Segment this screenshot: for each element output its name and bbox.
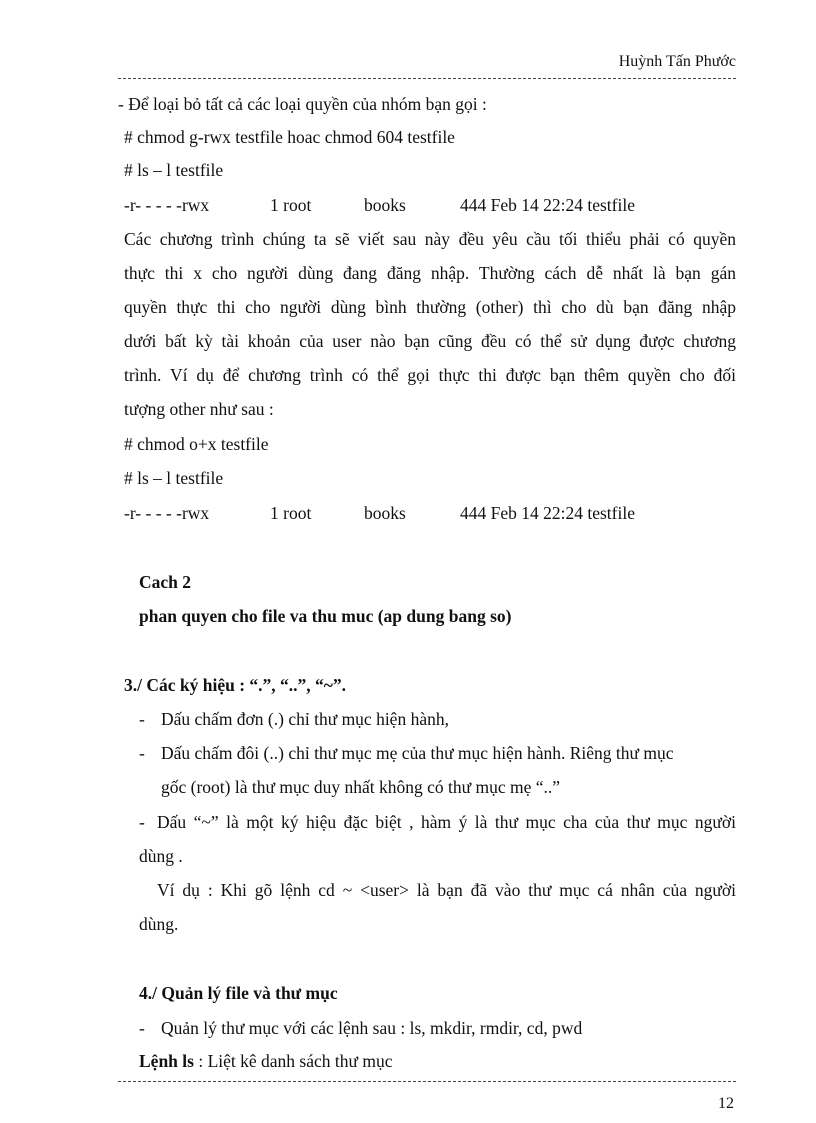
- command-chmod-o: # chmod o+x testfile: [124, 434, 269, 454]
- list-item-continuation: gốc (root) là thư mục duy nhất không có thư mục mẹ “..”: [161, 777, 561, 797]
- footer-divider: [118, 1081, 736, 1082]
- owner: 1 root: [270, 503, 312, 523]
- owner: 1 root: [270, 195, 312, 215]
- cach2-subtitle: phan quyen cho file va thu muc (ap dung bang so): [139, 606, 512, 626]
- example-line: Ví dụ : Khi gõ lệnh cd ~ <user> là bạn đã vào thư mục cá nhân của người: [157, 880, 736, 900]
- group: books: [364, 503, 406, 523]
- bullet-dash: -: [139, 743, 145, 763]
- paragraph-line: tượng other như sau :: [124, 399, 274, 419]
- page-number: 12: [718, 1095, 734, 1112]
- command-ls-1: # ls – l testfile: [124, 160, 224, 180]
- paragraph-line: trình. Ví dụ để chương trình có thể gọi thực thi được bạn thêm quyền cho đối: [124, 365, 736, 385]
- command-chmod-g: # chmod g-rwx testfile hoac chmod 604 testfile: [124, 127, 455, 147]
- command-ls-2: # ls – l testfile: [124, 468, 224, 488]
- list-item: Dấu “~” là một ký hiệu đặc biệt , hàm ý là thư mục cha của thư mục người: [157, 812, 736, 832]
- bullet-dash: -: [139, 709, 145, 729]
- example-continuation: dùng.: [139, 914, 179, 934]
- ls-command-description: [139, 1050, 392, 1072]
- paragraph-line: thực thi x cho người dùng đang đăng nhập. Thường cách dễ nhất là bạn gán: [124, 263, 736, 283]
- ls-desc: : Liệt kê danh sách thư mục: [193, 1051, 393, 1071]
- list-item-continuation: dùng .: [139, 846, 183, 866]
- paragraph-line: Các chương trình chúng ta sẽ viết sau này đều yêu cầu tối thiểu phải có quyền: [124, 229, 736, 249]
- list-item: Quản lý thư mục với các lệnh sau : ls, mkdir, rmdir, cd, pwd: [161, 1018, 583, 1038]
- bullet-dash: -: [139, 1018, 145, 1038]
- section-4-heading: 4./ Quản lý file và thư mục: [139, 983, 338, 1003]
- group: books: [364, 195, 406, 215]
- paragraph-line: quyền thực thi cho người dùng bình thường (other) thì cho dù bạn đăng nhập: [124, 297, 736, 317]
- bullet-dash: -: [139, 812, 145, 832]
- section-3-heading: 3./ Các ký hiệu : “.”, “..”, “~”.: [124, 675, 347, 695]
- paragraph-line: dưới bất kỳ tài khoản của user nào bạn cũng đều có thể sử dụng được chương: [124, 331, 736, 351]
- file-info: 444 Feb 14 22:24 testfile: [460, 503, 635, 523]
- file-info: 444 Feb 14 22:24 testfile: [460, 195, 635, 215]
- cach2-title: Cach 2: [139, 572, 192, 592]
- ls-label: Lệnh ls: [139, 1051, 194, 1071]
- list-item: Dấu chấm đơn (.) chỉ thư mục hiện hành,: [161, 709, 449, 729]
- permissions: -r- - - - -rwx: [124, 503, 210, 523]
- header-author: Huỳnh Tấn Phước: [618, 53, 736, 70]
- intro-line: - Để loại bỏ tất cả các loại quyền của nhóm bạn gọi :: [118, 94, 487, 114]
- list-item: Dấu chấm đôi (..) chỉ thư mục mẹ của thư mục hiện hành. Riêng thư mục: [161, 743, 674, 763]
- permissions: -r- - - - -rwx: [124, 195, 210, 215]
- header-divider: [118, 78, 736, 79]
